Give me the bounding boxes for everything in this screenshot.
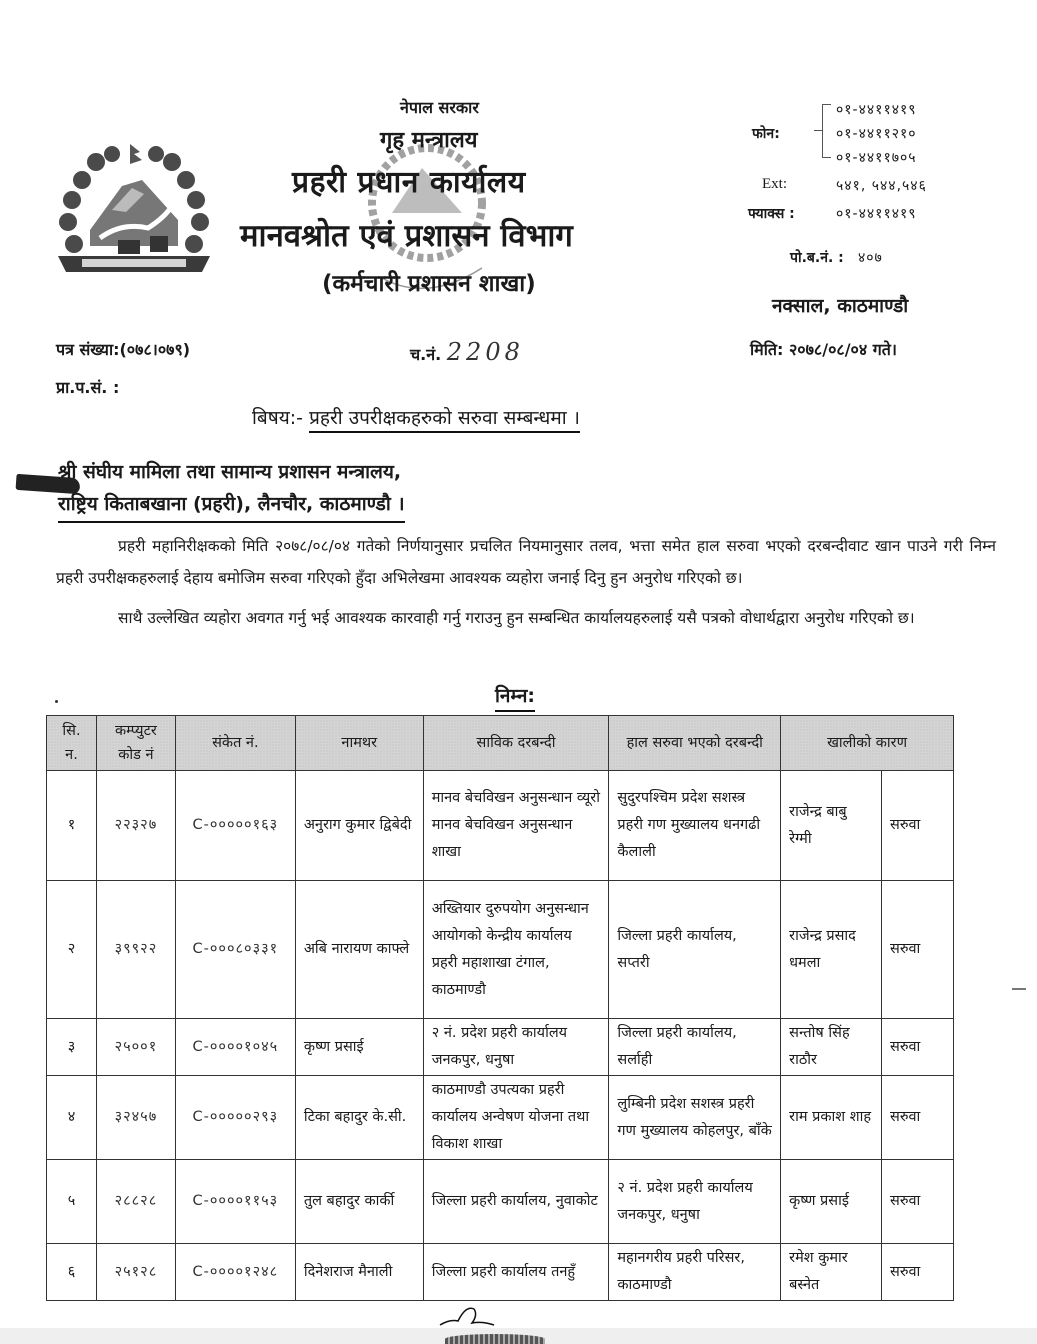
cell-code: २५१२८	[96, 1244, 175, 1301]
cell-code: ३९९२२	[96, 881, 175, 1019]
fax-value: ०१-४४११४१९	[836, 206, 917, 222]
cell-sn: ३	[47, 1019, 97, 1076]
cell-new-post: जिल्ला प्रहरी कार्यालय, सर्लाही	[609, 1019, 781, 1076]
subject-text: प्रहरी उपरीक्षकहरुको सरुवा सम्बन्धमा ।	[309, 407, 580, 433]
cell-name: अनुराग कुमार द्विबेदी	[295, 771, 423, 881]
cell-name: टिका बहादुर के.सी.	[295, 1076, 423, 1160]
dispatch-label: च.नं.	[410, 345, 442, 364]
cell-sn: २	[47, 881, 97, 1019]
addressee-block	[58, 456, 405, 523]
phone-label: फोन:	[752, 126, 780, 142]
pobox-label: पो.ब.नं. :	[790, 250, 844, 266]
body-paragraph-2: साथै उल्लेखित व्यहोरा अवगत गर्नु भई आवश्यक कारवाही गर्नु गराउनु हुन सम्बन्धित कार्यालयहरुलाई यसै पत्रको वोधार्थद्वारा अनुरोध गरिएको छ।	[118, 609, 915, 627]
cell-previous-post: मानव बेचविखन अनुसन्धान व्यूरो मानव बेचविखन अनुसन्धान शाखा	[423, 771, 609, 881]
table-title: निम्न:	[495, 682, 535, 712]
cell-vacated-by: राम प्रकाश शाह	[781, 1076, 882, 1160]
phone-number: ०१-४४११४१९	[836, 102, 917, 118]
branch-name: (कर्मचारी प्रशासन शाखा)	[322, 271, 536, 297]
cell-new-post: महानगरीय प्रहरी परिसर, काठमाण्डौ	[609, 1244, 781, 1301]
cell-reason: सरुवा	[882, 1160, 954, 1244]
cell-symbol: C-०००८०३३१	[175, 881, 295, 1019]
letter-number: पत्र संख्या:(०७८।०७९)	[56, 340, 191, 359]
body-paragraph-1: प्रहरी महानिरीक्षकको मिति २०७८/०८/०४ गतेको निर्णयानुसार प्रचलित नियमानुसार तलव, भत्ता समेत हाल सरुवा भएको दरबन्दीवाट खान पाउने गरी निम्न प्रहरी उपरीक्षकहरुलाई देहाय बमोजिम सरुवा गरिएको हुँदा अभिलेखमा आवश्यक व्यहोरा जनाई दिनु हुन अनुरोध गरिएको छ।	[56, 537, 996, 587]
cell-symbol: C-००००१०४५	[175, 1019, 295, 1076]
phone-brace	[822, 104, 831, 158]
cell-sn: ४	[47, 1076, 97, 1160]
header-previous-post: साविक दरबन्दी	[423, 716, 609, 771]
cell-sn: १	[47, 771, 97, 881]
cell-reason: सरुवा	[882, 771, 954, 881]
pobox-value: ४०७	[858, 250, 883, 266]
header-vacancy-reason: खालीको कारण	[781, 716, 954, 771]
header-sn: सि. न.	[47, 716, 97, 771]
cell-name: अबि नारायण काफ्ले	[295, 881, 423, 1019]
cell-name: दिनेशराज मैनाली	[295, 1244, 423, 1301]
cell-vacated-by: सन्तोष सिंह राठौर	[781, 1019, 882, 1076]
cell-reason: सरुवा	[882, 1076, 954, 1160]
cell-code: २२३२७	[96, 771, 175, 881]
cell-sn: ५	[47, 1160, 97, 1244]
header-name: नामथर	[295, 716, 423, 771]
cell-new-post: सुदुरपश्चिम प्रदेश सशस्त्र प्रहरी गण मुख्यालय धनगढी कैलाली	[609, 771, 781, 881]
cell-code: २५००१	[96, 1019, 175, 1076]
cell-reason: सरुवा	[882, 1244, 954, 1301]
cell-symbol: C-००००१२४८	[175, 1244, 295, 1301]
previous-reference: प्रा.प.सं. :	[56, 378, 120, 397]
cell-name: कृष्ण प्रसाई	[295, 1019, 423, 1076]
cell-code: २८८२८	[96, 1160, 175, 1244]
cell-new-post: लुम्बिनी प्रदेश सशस्त्र प्रहरी गण मुख्यालय कोहलपुर, बाँके	[609, 1076, 781, 1160]
cell-vacated-by: राजेन्द्र प्रसाद धमला	[781, 881, 882, 1019]
table-row	[47, 771, 954, 881]
subject-line	[252, 404, 580, 430]
phone-number: ०१-४४११२१०	[836, 126, 917, 142]
transfer-table	[46, 715, 954, 1301]
cell-vacated-by: राजेन्द्र बाबु रेग्मी	[781, 771, 882, 881]
cell-previous-post: जिल्ला प्रहरी कार्यालय, नुवाकोट	[423, 1160, 609, 1244]
fax-label: फ्याक्स :	[748, 206, 795, 222]
letter-date: मिति: २०७८/०८/०४ गते।	[750, 340, 897, 359]
table-row	[47, 1076, 954, 1160]
signature-icon	[436, 1305, 496, 1327]
header-symbol-no: संकेत नं.	[175, 716, 295, 771]
cell-reason: सरुवा	[882, 881, 954, 1019]
table-row	[47, 1019, 954, 1076]
ext-label: Ext:	[762, 176, 787, 192]
header-new-post: हाल सरुवा भएको दरबन्दी	[609, 716, 781, 771]
table-row	[47, 881, 954, 1019]
dispatch-number	[410, 338, 524, 366]
cell-previous-post: काठमाण्डौ उपत्यका प्रहरी कार्यालय अन्वेषण योजना तथा विकाश शाखा	[423, 1076, 609, 1160]
department-name: मानवश्रोत एवं प्रशासन विभाग	[240, 218, 573, 254]
dispatch-value: 2208	[446, 338, 524, 366]
table-row	[47, 1244, 954, 1301]
cell-sn: ६	[47, 1244, 97, 1301]
cell-vacated-by: कृष्ण प्रसाई	[781, 1160, 882, 1244]
table-header-row	[47, 716, 954, 771]
ext-value: ५४१, ५४४,५४६	[836, 178, 927, 194]
office-name: प्रहरी प्रधान कार्यालय	[292, 165, 526, 200]
cell-symbol: C-००००११५३	[175, 1160, 295, 1244]
addressee-line-2: राष्ट्रिय किताबखाना (प्रहरी), लैनचौर, काठमाण्डौ ।	[58, 488, 405, 523]
cell-symbol: C-०००००१६३	[175, 771, 295, 881]
cell-reason: सरुवा	[882, 1019, 954, 1076]
cell-new-post: जिल्ला प्रहरी कार्यालय, सप्तरी	[609, 881, 781, 1019]
cell-name: तुल बहादुर कार्की	[295, 1160, 423, 1244]
office-address: नक्साल, काठमाण्डौ	[772, 295, 909, 317]
cell-previous-post: अख्तियार दुरुपयोग अनुसन्धान आयोगको केन्द्रीय कार्यालय प्रहरी महाशाखा टंगाल, काठमाण्डौ	[423, 881, 609, 1019]
government-name: नेपाल सरकार	[400, 98, 479, 117]
cell-code: ३२४५७	[96, 1076, 175, 1160]
phone-number: ०१-४४११७०५	[836, 150, 917, 166]
cell-new-post: २ नं. प्रदेश प्रहरी कार्यालय जनकपुर, धनुषा	[609, 1160, 781, 1244]
cell-symbol: C-०००००२९३	[175, 1076, 295, 1160]
subject-label: बिषय:-	[252, 407, 304, 429]
header-computer-code: कम्प्युटर कोड नं	[96, 716, 175, 771]
table-row	[47, 1160, 954, 1244]
addressee-line-1: श्री संघीय मामिला तथा सामान्य प्रशासन मन्त्रालय,	[58, 461, 402, 483]
cell-previous-post: २ नं. प्रदेश प्रहरी कार्यालय जनकपुर, धनुषा	[423, 1019, 609, 1076]
cell-vacated-by: रमेश कुमार बस्नेत	[781, 1244, 882, 1301]
contact-block	[0, 0, 1037, 320]
bottom-stamp-icon	[445, 1334, 545, 1344]
ministry-name: गृह मन्त्रालय	[380, 128, 478, 153]
cell-previous-post: जिल्ला प्रहरी कार्यालय तनहुँ	[423, 1244, 609, 1301]
